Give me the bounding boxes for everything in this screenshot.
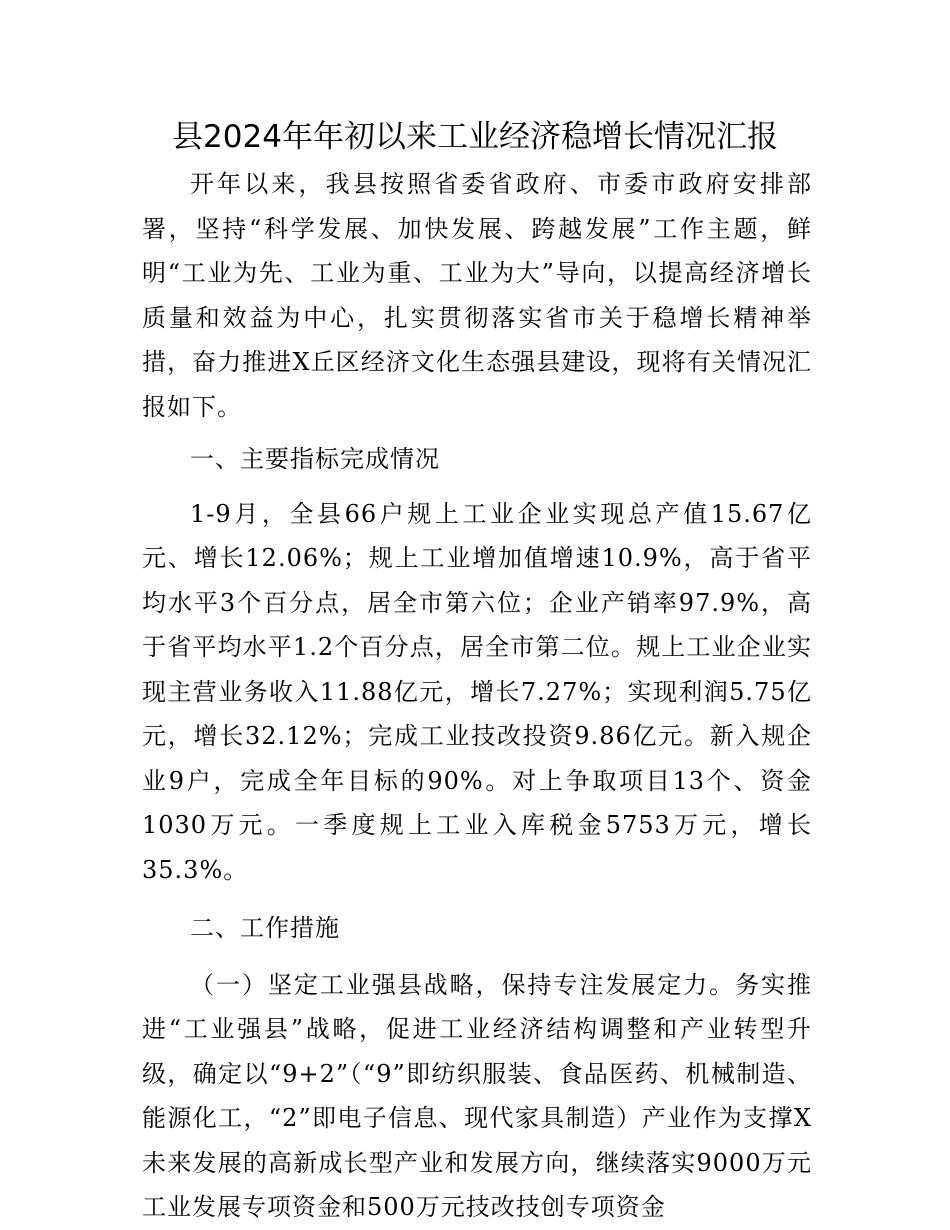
work-measures-item-1-paragraph: （一）坚定工业强县战略，保持专注发展定力。务实推进“工业强县”战略，促进工业经济结构调整和产业转型升级，确定以“9+2”（“9”即纺织服装、食品医药、机械制造、能源化工，“2”即电子信息、现代家具制造）产业作为支撑X未来发展的高新成长型产业和发展方向，继续落实9000万元工业发展专项资金和500万元技改技创专项资金: [142, 970, 812, 1221]
section-heading-main-indicators: 一、主要指标完成情况: [190, 445, 440, 473]
section-heading-work-measures: 二、工作措施: [190, 914, 340, 942]
document-body: [142, 162, 812, 1230]
main-indicators-paragraph: 1-9月，全县66户规上工业企业实现总产值15.67亿元、增长12.06%；规上工业增加值增速10.9%，高于省平均水平3个百分点，居全市第六位；企业产销率97.9%，高于省平均水平1.2个百分点，居全市第二位。规上工业企业实现主营业务收入11.88亿元，增长7.27%；实现利润5.75亿元，增长32.12%；完成工业技改投资9.86亿元。新入规企业9户，完成全年目标的90%。对上争取项目13个、资金1030万元。一季度规上工业入库税金5753万元，增长35.3%。: [142, 499, 812, 884]
document-title: 县2024年年初以来工业经济稳增长情况汇报: [172, 119, 778, 155]
intro-paragraph: 开年以来，我县按照省委省政府、市委市政府安排部署，坚持“科学发展、加快发展、跨越发展”工作主题，鲜明“工业为先、工业为重、工业为大”导向，以提高经济增长质量和效益为中心，扎实贯彻落实省市关于稳增长精神举措，奋力推进X丘区经济文化生态强县建设，现将有关情况汇报如下。: [142, 170, 812, 421]
